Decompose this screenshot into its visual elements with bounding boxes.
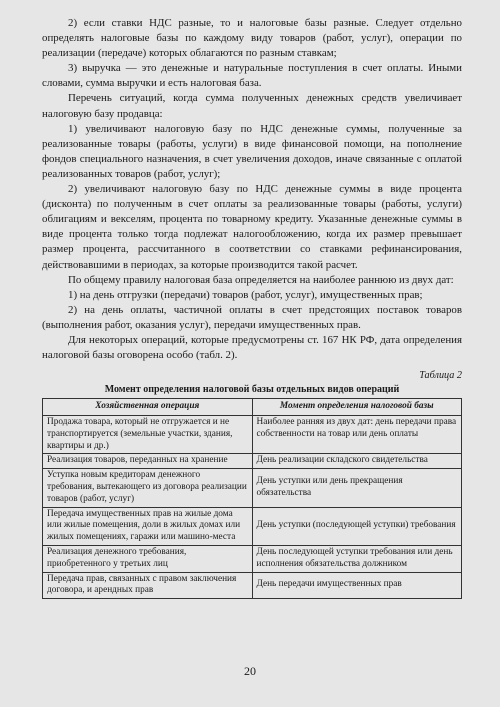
table-row bbox=[43, 415, 462, 453]
table-row bbox=[43, 545, 462, 572]
page-number: 20 bbox=[244, 664, 256, 678]
paragraph-general-rule: По общему правилу налоговая база определяется на наиболее раннюю из двух дат: bbox=[68, 273, 454, 286]
paragraph-revenue: 3) выручка — это денежные и натуральные поступления в счет оплаты. Иными словами, сумма выручки и есть налоговая база. bbox=[42, 62, 462, 90]
table-cell: День уступки (последующей уступки) требования bbox=[252, 507, 462, 545]
table-cell: Наиболее ранняя из двух дат: день передачи права собственности на товар или день оплаты bbox=[252, 415, 462, 453]
table-cell: Реализация денежного требования, приобретенного у третьих лиц bbox=[43, 545, 253, 572]
table-row bbox=[43, 507, 462, 545]
paragraph-special-operations: Для некоторых операций, которые предусмотрены ст. 167 НК РФ, дата определения налоговой базы оговорена особо (табл. 2). bbox=[42, 333, 462, 362]
table-cell: Уступка новым кредиторам денежного требования, вытекающего из договора реализации товаров (работ, услуг) bbox=[43, 469, 253, 507]
table-cell: Передача имущественных прав на жилые дома или жилые помещения, доли в жилых домах или жилых помещениях, гаражи или машино-места bbox=[43, 507, 253, 545]
header-operation: Хозяйственная операция bbox=[43, 399, 253, 416]
paragraph-financial-aid: 1) увеличивают налоговую базу по НДС денежные суммы, полученные за реализованные товары (работы, услуги) в виде финансовой помощи, на пополнение фондов специального назначения, в счет увеличения доходов, иначе связанные с оплатой реализованных товаров (работ, услуг); bbox=[42, 122, 462, 180]
table-cell: Продажа товара, который не отгружается и не транспортируется (земельные участки, здания, квартиры и др.) bbox=[43, 415, 253, 453]
table-label: Таблица 2 bbox=[419, 370, 462, 382]
table-row bbox=[43, 454, 462, 469]
paragraph-interest: 2) увеличивают налоговую базу по НДС денежные суммы в виде процента (дисконта) по полученным в счет оплаты за реализованные товары (работы, услуги) облигациям и векселям, процента по товарному кредиту. Указанные денежные суммы в виде процента только тогда подлежат налогообложению, когда их размер превышает размер процента, рассчитанного в соответствии со ставками рефинансирования, действовавшими в периодах, за которые производится такой расчет. bbox=[42, 183, 462, 271]
table-header-row bbox=[43, 399, 462, 416]
table-row bbox=[43, 469, 462, 507]
table-row bbox=[43, 572, 462, 599]
paragraph-vat-rates: 2) если ставки НДС разные, то и налоговые базы разные. Следует отдельно определять налоговые базы по каждому виду товаров (работ, услуг), операции по реализации (передаче) которых облагаются по разным ставкам; bbox=[42, 17, 462, 60]
table-cell: День последующей уступки требования или день исполнения обязательства должником bbox=[252, 545, 462, 572]
table-cell: Передача прав, связанных с правом заключения договора, и арендных прав bbox=[43, 572, 253, 599]
tax-base-table bbox=[42, 398, 462, 599]
table-cell: День уступки или день прекращения обязательства bbox=[252, 469, 462, 507]
table-title: Момент определения налоговой базы отдельных видов операций bbox=[104, 384, 400, 396]
paragraph-situations-intro: Перечень ситуаций, когда сумма полученных денежных средств увеличивает налоговую базу продавца: bbox=[42, 92, 462, 120]
table-cell: День реализации складского свидетельства bbox=[252, 454, 462, 469]
table-cell: Реализация товаров, переданных на хранение bbox=[43, 454, 253, 469]
header-moment: Момент определения налоговой базы bbox=[252, 399, 462, 416]
paragraph-shipment-date: 1) на день отгрузки (передачи) товаров (работ, услуг), имущественных прав; bbox=[68, 288, 423, 301]
table-cell: День передачи имущественных прав bbox=[252, 572, 462, 599]
paragraph-payment-date: 2) на день оплаты, частичной оплаты в счет предстоящих поставок товаров (выполнения работ, оказания услуг), передачи имущественных прав. bbox=[42, 303, 462, 331]
